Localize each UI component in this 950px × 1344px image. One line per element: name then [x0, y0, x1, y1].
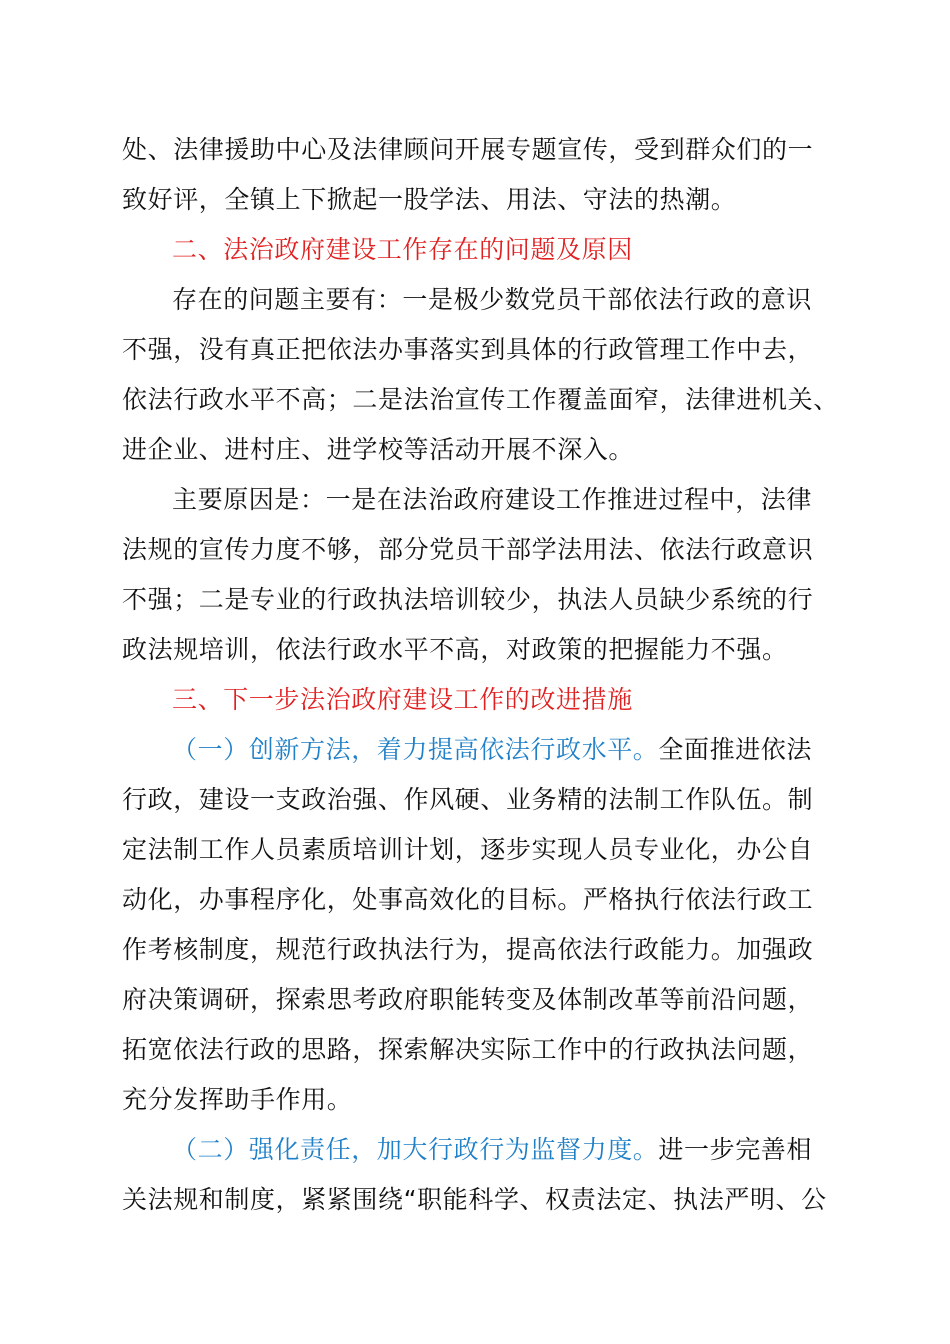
body-text: 致好评，全镇上下掀起一股学法、用法、守法的热潮。	[122, 185, 737, 214]
body-text: 充分发挥助手作用。	[122, 1085, 353, 1114]
body-line	[122, 135, 842, 165]
body-text: 依法行政水平不高；二是法治宣传工作覆盖面窄，法律进机关、	[122, 385, 839, 414]
body-text: 主要原因是：一是在法治政府建设工作推进过程中，法律	[172, 485, 813, 514]
body-line	[122, 185, 842, 215]
body-line	[122, 785, 842, 815]
body-text: 作考核制度，规范行政执法行为，提高依法行政能力。加强政	[122, 935, 814, 964]
body-line	[122, 835, 842, 865]
body-text: 进企业、进村庄、进学校等活动开展不深入。	[122, 435, 635, 464]
body-line	[122, 1085, 842, 1115]
body-text: 不强；二是专业的行政执法培训较少，执法人员缺少系统的行	[122, 585, 814, 614]
body-text: 定法制工作人员素质培训计划，逐步实现人员专业化，办公自	[122, 835, 814, 864]
body-line	[122, 985, 842, 1015]
body-text: 关法规和制度，紧紧围绕“职能科学、权责法定、执法严明、公	[122, 1185, 827, 1214]
subsection-heading-1: （一）创新方法，着力提高依法行政水平。	[172, 735, 659, 764]
section-heading-3	[172, 685, 842, 715]
section-heading-2	[172, 235, 842, 265]
body-line	[122, 635, 842, 665]
body-text: 府决策调研，探索思考政府职能转变及体制改革等前沿问题，	[122, 985, 814, 1014]
body-line	[122, 435, 842, 465]
paragraph-first-line	[172, 485, 842, 515]
body-text: 进一步完善相	[658, 1135, 813, 1164]
body-line	[122, 385, 842, 415]
body-text: 法规的宣传力度不够，部分党员干部学法用法、依法行政意识	[122, 535, 814, 564]
body-line	[122, 335, 842, 365]
body-text: 全面推进依法	[658, 735, 813, 764]
paragraph-first-line	[172, 735, 842, 765]
body-line	[122, 585, 842, 615]
section-heading-text: 二、法治政府建设工作存在的问题及原因	[172, 235, 633, 264]
body-line	[122, 535, 842, 565]
paragraph-first-line	[172, 1135, 842, 1165]
body-text: 不强，没有真正把依法办事落实到具体的行政管理工作中去，	[122, 335, 814, 364]
body-text: 动化，办事程序化，处事高效化的目标。严格执行依法行政工	[122, 885, 814, 914]
body-line	[122, 935, 842, 965]
body-text: 行政，建设一支政治强、作风硬、业务精的法制工作队伍。制	[122, 785, 814, 814]
section-heading-text: 三、下一步法治政府建设工作的改进措施	[172, 685, 633, 714]
subsection-heading-2: （二）强化责任，加大行政行为监督力度。	[172, 1135, 659, 1164]
body-line	[122, 1035, 842, 1065]
body-text: 拓宽依法行政的思路，探索解决实际工作中的行政执法问题，	[122, 1035, 814, 1064]
body-text: 处、法律援助中心及法律顾问开展专题宣传，受到群众们的一	[122, 135, 814, 164]
body-text: 政法规培训，依法行政水平不高，对政策的把握能力不强。	[122, 635, 788, 664]
body-line	[122, 885, 842, 915]
body-line	[122, 1185, 842, 1215]
paragraph-first-line	[172, 285, 842, 315]
body-text: 存在的问题主要有：一是极少数党员干部依法行政的意识	[172, 285, 813, 314]
